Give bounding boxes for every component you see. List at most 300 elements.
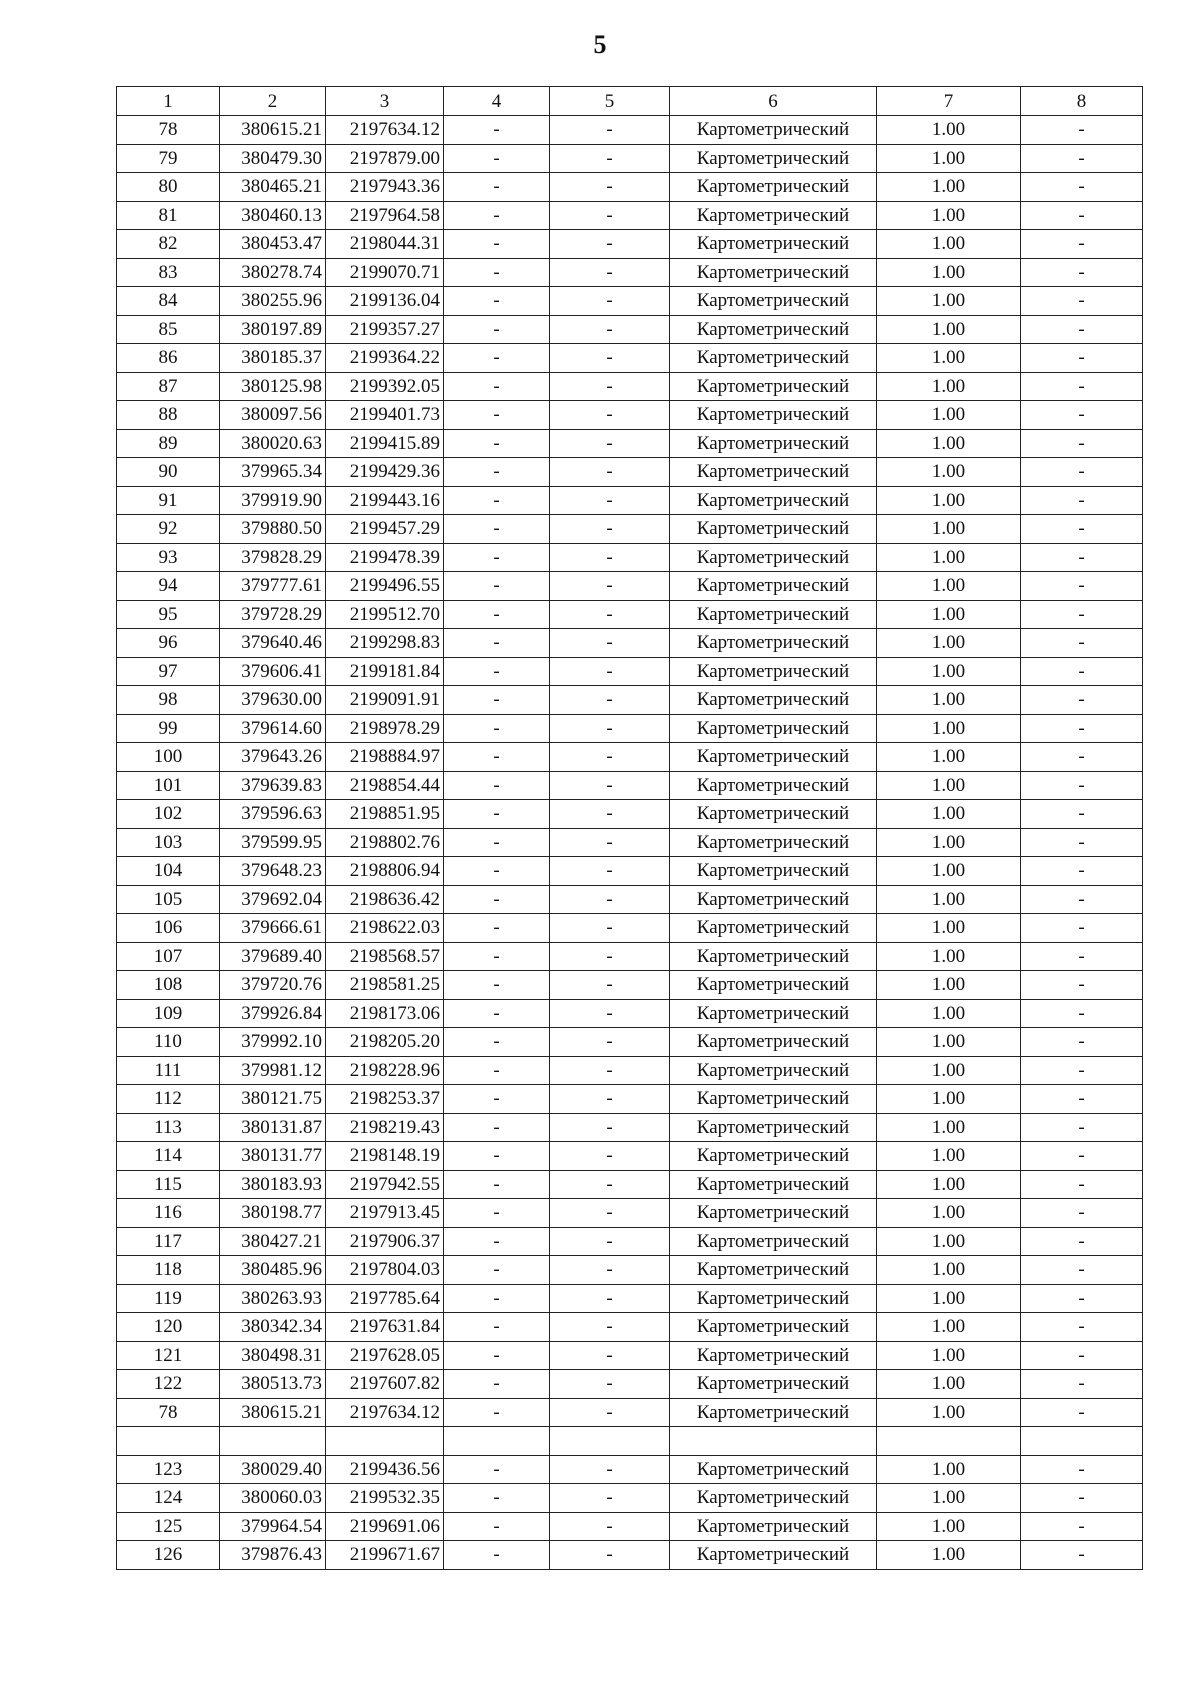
column-8-cell: - xyxy=(1021,885,1143,914)
column-8-cell: - xyxy=(1021,1028,1143,1057)
column-5-cell: - xyxy=(550,287,670,316)
method-cell: Картометрический xyxy=(670,1313,877,1342)
accuracy-cell: 1.00 xyxy=(877,800,1021,829)
method-cell: Картометрический xyxy=(670,116,877,145)
x-coordinate-cell: 380060.03 xyxy=(220,1484,326,1513)
table-row xyxy=(117,771,1143,800)
accuracy-cell: 1.00 xyxy=(877,1056,1021,1085)
column-5-cell: - xyxy=(550,401,670,430)
accuracy-cell: 1.00 xyxy=(877,1313,1021,1342)
column-5-cell: - xyxy=(550,1170,670,1199)
table-row xyxy=(117,1484,1143,1513)
point-number-cell: 112 xyxy=(117,1085,220,1114)
column-4-cell: - xyxy=(444,971,550,1000)
column-5-cell: - xyxy=(550,857,670,886)
method-cell: Картометрический xyxy=(670,1227,877,1256)
y-coordinate-cell: 2199298.83 xyxy=(326,629,444,658)
accuracy-cell: 1.00 xyxy=(877,230,1021,259)
column-8-cell: - xyxy=(1021,743,1143,772)
method-cell: Картометрический xyxy=(670,914,877,943)
method-cell: Картометрический xyxy=(670,1085,877,1114)
method-cell: Картометрический xyxy=(670,1142,877,1171)
column-5-cell: - xyxy=(550,1512,670,1541)
x-coordinate-cell: 380453.47 xyxy=(220,230,326,259)
column-5-cell: - xyxy=(550,743,670,772)
table-row xyxy=(117,543,1143,572)
column-5-cell: - xyxy=(550,914,670,943)
column-8-cell: - xyxy=(1021,1370,1143,1399)
point-number-cell: 104 xyxy=(117,857,220,886)
column-4-cell: - xyxy=(444,1341,550,1370)
y-coordinate-cell: 2198228.96 xyxy=(326,1056,444,1085)
y-coordinate-cell: 2197804.03 xyxy=(326,1256,444,1285)
y-coordinate-cell: 2199136.04 xyxy=(326,287,444,316)
point-number-cell: 108 xyxy=(117,971,220,1000)
column-5-cell: - xyxy=(550,1028,670,1057)
method-cell: Картометрический xyxy=(670,230,877,259)
page-number: 5 xyxy=(593,30,607,59)
column-4-cell: - xyxy=(444,1028,550,1057)
column-5-cell: - xyxy=(550,372,670,401)
y-coordinate-cell: 2198581.25 xyxy=(326,971,444,1000)
table-body xyxy=(117,116,1143,1570)
column-5-cell: - xyxy=(550,486,670,515)
x-coordinate-cell: 380125.98 xyxy=(220,372,326,401)
accuracy-cell: 1.00 xyxy=(877,1113,1021,1142)
x-coordinate-cell: 379692.04 xyxy=(220,885,326,914)
accuracy-cell: 1.00 xyxy=(877,686,1021,715)
column-5-cell: - xyxy=(550,1142,670,1171)
accuracy-cell: 1.00 xyxy=(877,914,1021,943)
column-8-cell: - xyxy=(1021,1085,1143,1114)
column-4-cell: - xyxy=(444,657,550,686)
table-row xyxy=(117,1227,1143,1256)
column-5-cell: - xyxy=(550,971,670,1000)
accuracy-cell: 1.00 xyxy=(877,1028,1021,1057)
table-row xyxy=(117,344,1143,373)
point-number-cell: 121 xyxy=(117,1341,220,1370)
method-cell: Картометрический xyxy=(670,1113,877,1142)
method-cell: Картометрический xyxy=(670,1512,877,1541)
x-coordinate-cell: 380485.96 xyxy=(220,1256,326,1285)
table-row xyxy=(117,144,1143,173)
column-4-cell: - xyxy=(444,372,550,401)
point-number-cell: 103 xyxy=(117,828,220,857)
accuracy-cell: 1.00 xyxy=(877,572,1021,601)
column-5-cell: - xyxy=(550,828,670,857)
accuracy-cell: 1.00 xyxy=(877,1227,1021,1256)
table-row xyxy=(117,828,1143,857)
column-5-cell: - xyxy=(550,1256,670,1285)
accuracy-cell: 1.00 xyxy=(877,372,1021,401)
y-coordinate-cell: 2197785.64 xyxy=(326,1284,444,1313)
table-row xyxy=(117,1170,1143,1199)
column-4-cell: - xyxy=(444,486,550,515)
column-8-cell: - xyxy=(1021,572,1143,601)
column-5-cell: - xyxy=(550,1113,670,1142)
column-4-cell: - xyxy=(444,743,550,772)
column-8-cell: - xyxy=(1021,173,1143,202)
column-4-cell: - xyxy=(444,258,550,287)
coordinates-table xyxy=(116,86,1143,1570)
method-cell: Картометрический xyxy=(670,173,877,202)
point-number-cell: 92 xyxy=(117,515,220,544)
x-coordinate-cell: 380479.30 xyxy=(220,144,326,173)
point-number-cell: 98 xyxy=(117,686,220,715)
column-5-cell: - xyxy=(550,344,670,373)
column-8-cell: - xyxy=(1021,1056,1143,1085)
column-5-cell: - xyxy=(550,230,670,259)
x-coordinate-cell: 380121.75 xyxy=(220,1085,326,1114)
column-5-cell: - xyxy=(550,885,670,914)
accuracy-cell: 1.00 xyxy=(877,116,1021,145)
x-coordinate-cell: 379876.43 xyxy=(220,1541,326,1570)
y-coordinate-cell: 2199532.35 xyxy=(326,1484,444,1513)
accuracy-cell: 1.00 xyxy=(877,1256,1021,1285)
x-coordinate-cell: 379964.54 xyxy=(220,1512,326,1541)
point-number-cell: 96 xyxy=(117,629,220,658)
point-number-cell: 123 xyxy=(117,1455,220,1484)
y-coordinate-cell: 2198173.06 xyxy=(326,999,444,1028)
table-row xyxy=(117,1427,1143,1456)
column-8-cell: - xyxy=(1021,372,1143,401)
y-coordinate-cell: 2198205.20 xyxy=(326,1028,444,1057)
table-row xyxy=(117,1341,1143,1370)
table-row xyxy=(117,1284,1143,1313)
x-coordinate-cell: 380342.34 xyxy=(220,1313,326,1342)
column-8-cell: - xyxy=(1021,344,1143,373)
column-4-cell: - xyxy=(444,401,550,430)
point-number-cell: 79 xyxy=(117,144,220,173)
y-coordinate-cell: 2199512.70 xyxy=(326,600,444,629)
point-number-cell: 99 xyxy=(117,714,220,743)
method-cell: Картометрический xyxy=(670,714,877,743)
column-4-cell: - xyxy=(444,515,550,544)
column-8-cell: - xyxy=(1021,800,1143,829)
method-cell: Картометрический xyxy=(670,999,877,1028)
accuracy-cell: 1.00 xyxy=(877,1370,1021,1399)
x-coordinate-cell: 380460.13 xyxy=(220,201,326,230)
y-coordinate-cell: 2199415.89 xyxy=(326,429,444,458)
column-4-cell: - xyxy=(444,1370,550,1399)
x-coordinate-cell: 379926.84 xyxy=(220,999,326,1028)
method-cell: Картометрический xyxy=(670,287,877,316)
column-8-cell: - xyxy=(1021,1256,1143,1285)
x-coordinate-cell: 379880.50 xyxy=(220,515,326,544)
table-row xyxy=(117,372,1143,401)
column-4-cell: - xyxy=(444,686,550,715)
method-cell: Картометрический xyxy=(670,600,877,629)
method-cell: Картометрический xyxy=(670,1341,877,1370)
method-cell: Картометрический xyxy=(670,486,877,515)
method-cell: Картометрический xyxy=(670,543,877,572)
x-coordinate-cell: 380185.37 xyxy=(220,344,326,373)
table-row xyxy=(117,116,1143,145)
method-cell: Картометрический xyxy=(670,1028,877,1057)
accuracy-cell: 1.00 xyxy=(877,1199,1021,1228)
x-coordinate-cell: 379643.26 xyxy=(220,743,326,772)
column-4-cell: - xyxy=(444,230,550,259)
method-cell: Картометрический xyxy=(670,771,877,800)
y-coordinate-cell: 2198148.19 xyxy=(326,1142,444,1171)
y-coordinate-cell: 2197607.82 xyxy=(326,1370,444,1399)
column-5-cell: - xyxy=(550,1484,670,1513)
x-coordinate-cell: 379599.95 xyxy=(220,828,326,857)
column-5-cell: - xyxy=(550,686,670,715)
method-cell: Картометрический xyxy=(670,344,877,373)
x-coordinate-cell: 379828.29 xyxy=(220,543,326,572)
y-coordinate-cell: 2199443.16 xyxy=(326,486,444,515)
method-cell: Картометрический xyxy=(670,401,877,430)
column-4-cell: - xyxy=(444,1142,550,1171)
point-number-cell: 118 xyxy=(117,1256,220,1285)
point-number-cell: 117 xyxy=(117,1227,220,1256)
table-row xyxy=(117,1113,1143,1142)
accuracy-cell: 1.00 xyxy=(877,258,1021,287)
table-row xyxy=(117,173,1143,202)
column-8-cell: - xyxy=(1021,515,1143,544)
table-row xyxy=(117,743,1143,772)
column-4-cell: - xyxy=(444,942,550,971)
column-5-cell: - xyxy=(550,458,670,487)
table-row xyxy=(117,1142,1143,1171)
column-8-cell: - xyxy=(1021,999,1143,1028)
table-row xyxy=(117,515,1143,544)
column-4-cell: - xyxy=(444,429,550,458)
y-coordinate-cell: 2198884.97 xyxy=(326,743,444,772)
column-8-cell: - xyxy=(1021,714,1143,743)
x-coordinate-cell: 380255.96 xyxy=(220,287,326,316)
column-4-cell: - xyxy=(444,344,550,373)
table-row xyxy=(117,942,1143,971)
y-coordinate-cell: 2199436.56 xyxy=(326,1455,444,1484)
column-8-cell: - xyxy=(1021,1113,1143,1142)
x-coordinate-cell: 380427.21 xyxy=(220,1227,326,1256)
y-coordinate-cell: 2199392.05 xyxy=(326,372,444,401)
method-cell: Картометрический xyxy=(670,885,877,914)
y-coordinate-cell: 2199070.71 xyxy=(326,258,444,287)
x-coordinate-cell: 379720.76 xyxy=(220,971,326,1000)
y-coordinate-cell: 2199429.36 xyxy=(326,458,444,487)
y-coordinate-cell: 2197634.12 xyxy=(326,1398,444,1427)
column-header-1: 1 xyxy=(117,87,220,116)
point-number-cell: 82 xyxy=(117,230,220,259)
point-number-cell: 93 xyxy=(117,543,220,572)
accuracy-cell: 1.00 xyxy=(877,287,1021,316)
column-4-cell: - xyxy=(444,315,550,344)
method-cell: Картометрический xyxy=(670,971,877,1000)
y-coordinate-cell: 2197631.84 xyxy=(326,1313,444,1342)
x-coordinate-cell: 380278.74 xyxy=(220,258,326,287)
accuracy-cell: 1.00 xyxy=(877,971,1021,1000)
accuracy-cell: 1.00 xyxy=(877,144,1021,173)
accuracy-cell: 1.00 xyxy=(877,1455,1021,1484)
column-4-cell: - xyxy=(444,600,550,629)
column-8-cell: - xyxy=(1021,942,1143,971)
column-4-cell: - xyxy=(444,1455,550,1484)
y-coordinate-cell: 2198636.42 xyxy=(326,885,444,914)
point-number-cell: 94 xyxy=(117,572,220,601)
column-8-cell: - xyxy=(1021,657,1143,686)
accuracy-cell: 1.00 xyxy=(877,828,1021,857)
point-number-cell: 100 xyxy=(117,743,220,772)
column-5-cell: - xyxy=(550,1341,670,1370)
column-5-cell: - xyxy=(550,942,670,971)
column-8-cell: - xyxy=(1021,1541,1143,1570)
table-row xyxy=(117,429,1143,458)
point-number-cell: 110 xyxy=(117,1028,220,1057)
column-5-cell: - xyxy=(550,657,670,686)
accuracy-cell: 1.00 xyxy=(877,999,1021,1028)
column-5-cell: - xyxy=(550,173,670,202)
x-coordinate-cell: 379614.60 xyxy=(220,714,326,743)
table-row xyxy=(117,315,1143,344)
table-row xyxy=(117,999,1143,1028)
column-4-cell: - xyxy=(444,800,550,829)
accuracy-cell: 1.00 xyxy=(877,629,1021,658)
x-coordinate-cell: 380131.87 xyxy=(220,1113,326,1142)
y-coordinate-cell: 2197879.00 xyxy=(326,144,444,173)
table-row xyxy=(117,971,1143,1000)
table-row xyxy=(117,657,1143,686)
table-row xyxy=(117,572,1143,601)
table-row xyxy=(117,1398,1143,1427)
column-5-cell: - xyxy=(550,771,670,800)
y-coordinate-cell: 2199478.39 xyxy=(326,543,444,572)
y-coordinate-cell: 2198806.94 xyxy=(326,857,444,886)
y-coordinate-cell: 2197943.36 xyxy=(326,173,444,202)
point-number-cell: 109 xyxy=(117,999,220,1028)
column-8-cell: - xyxy=(1021,828,1143,857)
column-8-cell: - xyxy=(1021,771,1143,800)
accuracy-cell: 1.00 xyxy=(877,885,1021,914)
x-coordinate-cell xyxy=(220,1427,326,1456)
point-number-cell: 105 xyxy=(117,885,220,914)
point-number-cell: 84 xyxy=(117,287,220,316)
accuracy-cell: 1.00 xyxy=(877,315,1021,344)
column-8-cell: - xyxy=(1021,600,1143,629)
accuracy-cell: 1.00 xyxy=(877,771,1021,800)
method-cell: Картометрический xyxy=(670,942,877,971)
x-coordinate-cell: 379640.46 xyxy=(220,629,326,658)
column-4-cell: - xyxy=(444,173,550,202)
point-number-cell: 102 xyxy=(117,800,220,829)
point-number-cell: 89 xyxy=(117,429,220,458)
point-number-cell: 111 xyxy=(117,1056,220,1085)
y-coordinate-cell: 2198978.29 xyxy=(326,714,444,743)
y-coordinate-cell: 2198851.95 xyxy=(326,800,444,829)
accuracy-cell: 1.00 xyxy=(877,1341,1021,1370)
column-4-cell: - xyxy=(444,201,550,230)
column-4-cell: - xyxy=(444,828,550,857)
column-8-cell: - xyxy=(1021,116,1143,145)
x-coordinate-cell: 380198.77 xyxy=(220,1199,326,1228)
accuracy-cell: 1.00 xyxy=(877,1085,1021,1114)
point-number-cell: 106 xyxy=(117,914,220,943)
table-row xyxy=(117,287,1143,316)
accuracy-cell: 1.00 xyxy=(877,401,1021,430)
y-coordinate-cell: 2199671.67 xyxy=(326,1541,444,1570)
column-8-cell: - xyxy=(1021,1455,1143,1484)
column-8-cell: - xyxy=(1021,1284,1143,1313)
accuracy-cell: 1.00 xyxy=(877,1541,1021,1570)
column-4-cell: - xyxy=(444,144,550,173)
column-header-7: 7 xyxy=(877,87,1021,116)
table-row xyxy=(117,1541,1143,1570)
point-number-cell: 113 xyxy=(117,1113,220,1142)
y-coordinate-cell: 2197942.55 xyxy=(326,1170,444,1199)
y-coordinate-cell: 2199091.91 xyxy=(326,686,444,715)
x-coordinate-cell: 380263.93 xyxy=(220,1284,326,1313)
column-5-cell: - xyxy=(550,144,670,173)
column-header-6: 6 xyxy=(670,87,877,116)
column-8-cell: - xyxy=(1021,258,1143,287)
x-coordinate-cell: 379965.34 xyxy=(220,458,326,487)
table-row xyxy=(117,600,1143,629)
x-coordinate-cell: 379992.10 xyxy=(220,1028,326,1057)
y-coordinate-cell: 2198568.57 xyxy=(326,942,444,971)
table-row xyxy=(117,1256,1143,1285)
point-number-cell: 95 xyxy=(117,600,220,629)
x-coordinate-cell: 379666.61 xyxy=(220,914,326,943)
column-5-cell: - xyxy=(550,1313,670,1342)
method-cell: Картометрический xyxy=(670,1484,877,1513)
table-row xyxy=(117,201,1143,230)
column-4-cell: - xyxy=(444,1284,550,1313)
column-4-cell: - xyxy=(444,914,550,943)
point-number-cell: 125 xyxy=(117,1512,220,1541)
column-8-cell: - xyxy=(1021,857,1143,886)
point-number-cell: 119 xyxy=(117,1284,220,1313)
x-coordinate-cell: 379919.90 xyxy=(220,486,326,515)
accuracy-cell: 1.00 xyxy=(877,515,1021,544)
y-coordinate-cell: 2199401.73 xyxy=(326,401,444,430)
method-cell: Картометрический xyxy=(670,315,877,344)
column-8-cell: - xyxy=(1021,971,1143,1000)
table-row xyxy=(117,714,1143,743)
column-8-cell xyxy=(1021,1427,1143,1456)
column-4-cell: - xyxy=(444,999,550,1028)
accuracy-cell: 1.00 xyxy=(877,714,1021,743)
table-row xyxy=(117,1512,1143,1541)
point-number-cell xyxy=(117,1427,220,1456)
column-4-cell: - xyxy=(444,857,550,886)
method-cell: Картометрический xyxy=(670,1256,877,1285)
point-number-cell: 86 xyxy=(117,344,220,373)
method-cell: Картометрический xyxy=(670,201,877,230)
point-number-cell: 126 xyxy=(117,1541,220,1570)
method-cell: Картометрический xyxy=(670,458,877,487)
column-8-cell: - xyxy=(1021,914,1143,943)
column-5-cell: - xyxy=(550,315,670,344)
table-row xyxy=(117,800,1143,829)
x-coordinate-cell: 380097.56 xyxy=(220,401,326,430)
table-row xyxy=(117,1028,1143,1057)
y-coordinate-cell: 2198044.31 xyxy=(326,230,444,259)
y-coordinate-cell xyxy=(326,1427,444,1456)
column-4-cell: - xyxy=(444,1199,550,1228)
column-4-cell: - xyxy=(444,714,550,743)
accuracy-cell: 1.00 xyxy=(877,173,1021,202)
column-4-cell: - xyxy=(444,885,550,914)
method-cell: Картометрический xyxy=(670,372,877,401)
point-number-cell: 81 xyxy=(117,201,220,230)
accuracy-cell: 1.00 xyxy=(877,600,1021,629)
method-cell: Картометрический xyxy=(670,572,877,601)
column-4-cell: - xyxy=(444,1541,550,1570)
x-coordinate-cell: 380513.73 xyxy=(220,1370,326,1399)
point-number-cell: 124 xyxy=(117,1484,220,1513)
